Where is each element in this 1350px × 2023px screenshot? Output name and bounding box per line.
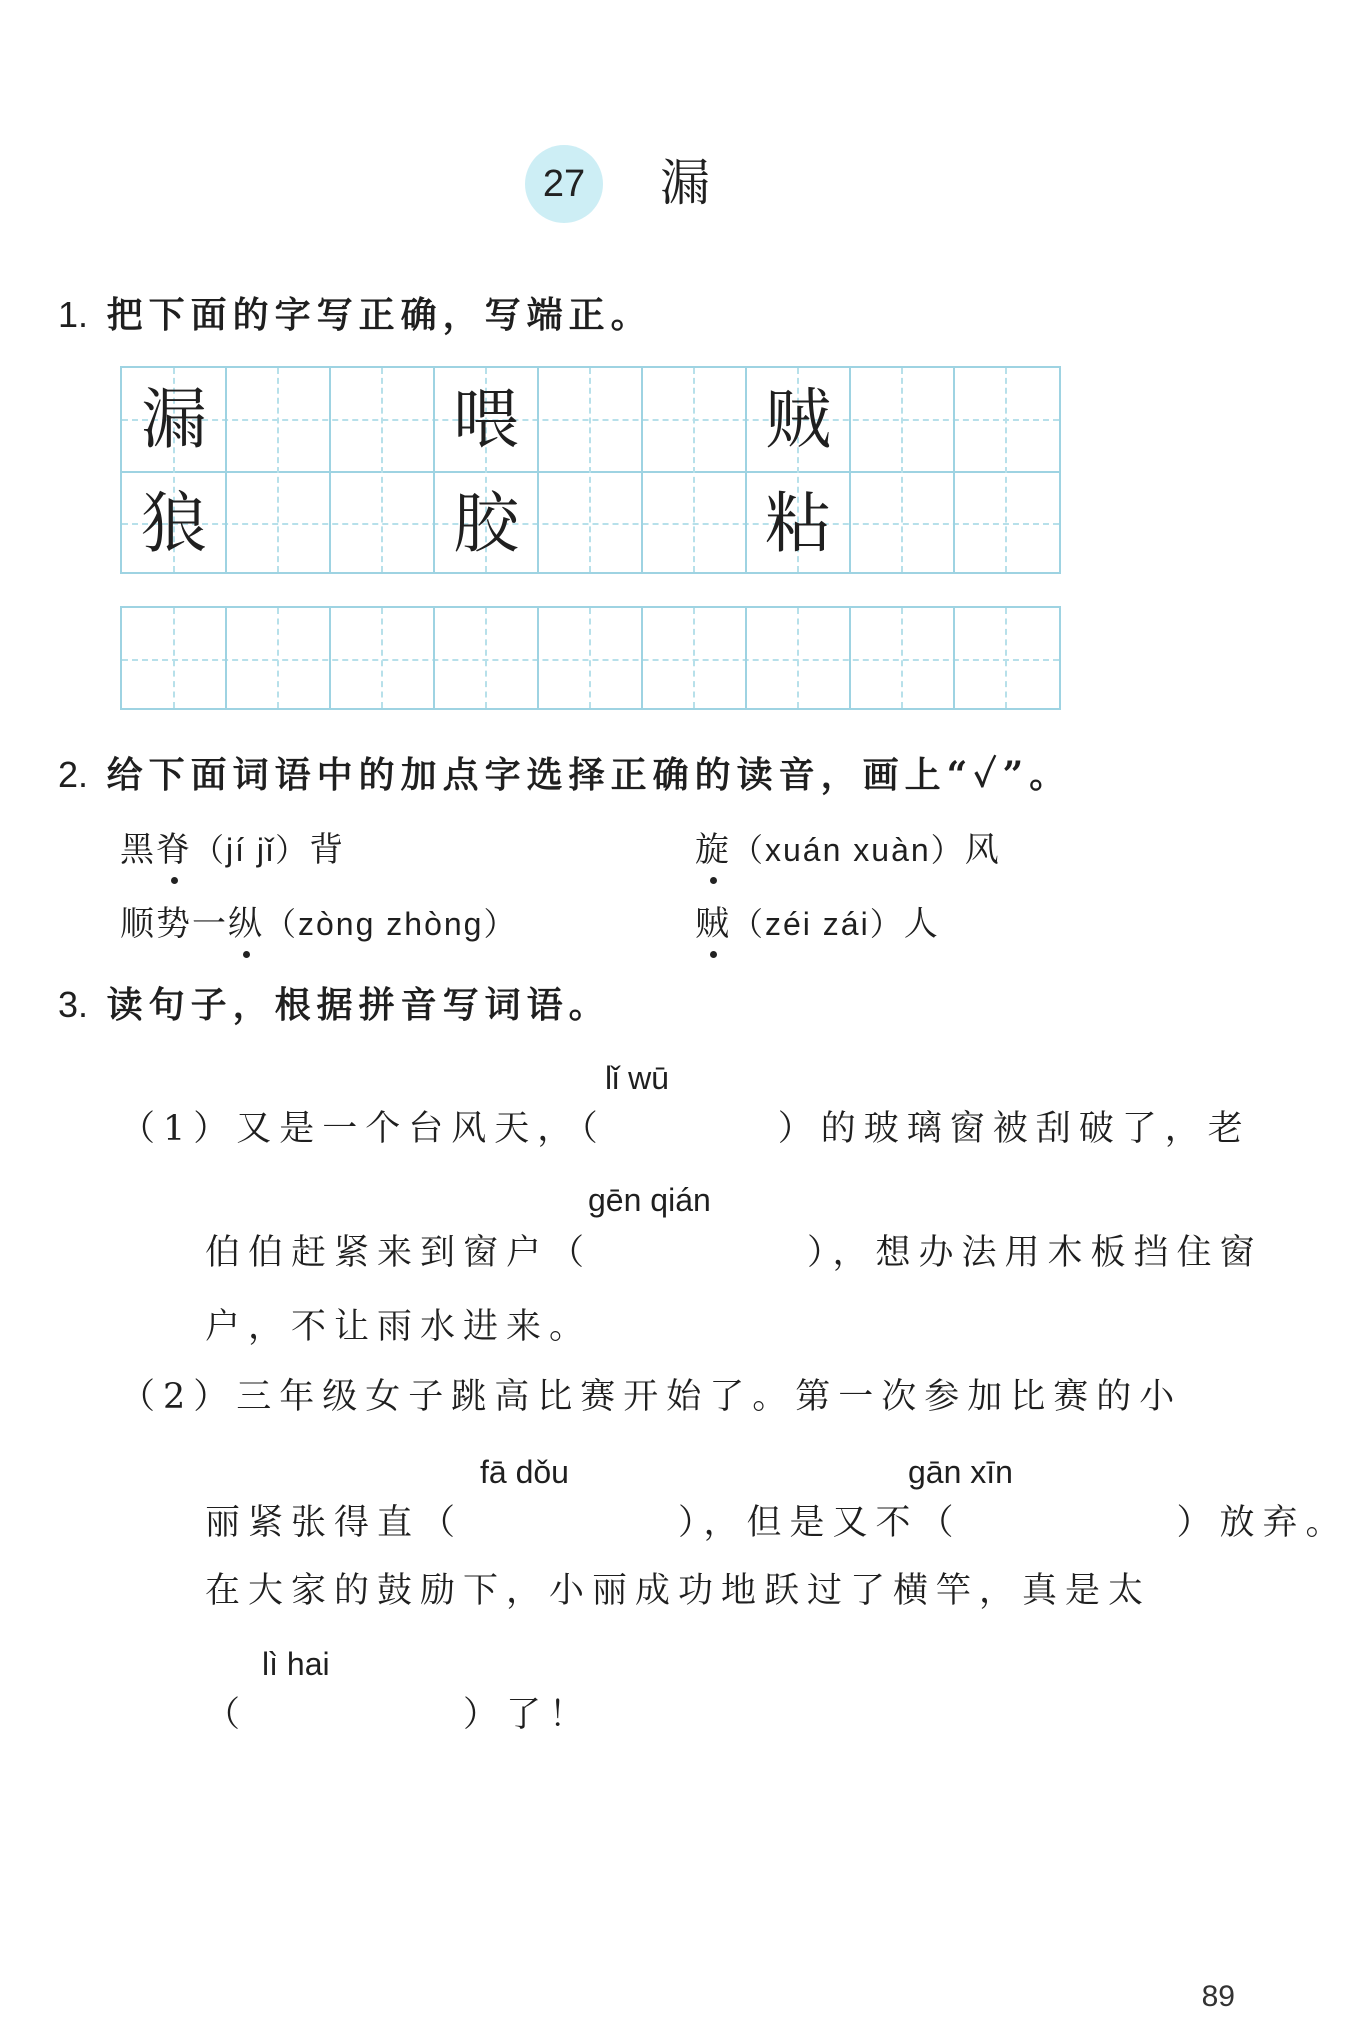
grid-char: 喂 (453, 381, 519, 458)
pinyin-options[interactable]: （zòng zhòng） (264, 906, 518, 942)
dotted-char: 贼 (695, 900, 731, 948)
dotted-char: 脊 (156, 826, 192, 874)
grid-char: 贼 (765, 381, 831, 458)
sentence-line: 丽紧张得直（ ），但是又不（ ）放弃。 (205, 1503, 1349, 1543)
pronunciation-item: 顺势一纵（zòng zhòng） (120, 900, 517, 948)
sentence-line: 在大家的鼓励下，小丽成功地跃过了横竿，真是太 (205, 1571, 1152, 1611)
question-1-number: 1. (58, 294, 89, 335)
sentence-line: （ ）了！ (205, 1695, 593, 1735)
dotted-char: 纵 (228, 900, 264, 948)
question-3-heading (58, 980, 611, 1030)
question-2-number: 2. (58, 754, 89, 795)
grid-char: 粘 (765, 485, 831, 562)
question-3-text: 读句子，根据拼音写词语。 (106, 984, 611, 1026)
grid-char: 胶 (453, 485, 519, 562)
pinyin-hint: gān xīn (908, 1454, 1013, 1490)
pinyin-hint: lǐ wū (605, 1060, 670, 1096)
question-2-heading (58, 750, 1071, 800)
question-3-number: 3. (58, 984, 89, 1025)
writing-grid-2[interactable] (120, 606, 1061, 710)
pronunciation-item: 贼（zéi zái）人 (695, 900, 940, 948)
sentence-line: （1）又是一个台风天，（ ）的玻璃窗被刮破了，老 (120, 1109, 1251, 1149)
pinyin-hint: gēn qián (588, 1182, 711, 1218)
pronunciation-item: 旋（xuán xuàn）风 (695, 826, 1001, 874)
sentence-line: （2）三年级女子跳高比赛开始了。第一次参加比赛的小 (120, 1377, 1183, 1417)
grid-char: 狼 (141, 485, 207, 562)
page-number: 89 (1201, 1980, 1235, 2013)
grid-char: 漏 (141, 381, 207, 458)
pinyin-options[interactable]: （jí jǐ） (192, 832, 310, 868)
question-1-text: 把下面的字写正确，写端正。 (106, 294, 653, 336)
sentence-line: 户，不让雨水进来。 (205, 1307, 593, 1347)
sentence-line: 伯伯赶紧来到窗户（ ），想办法用木板挡住窗 (205, 1233, 1263, 1273)
pronunciation-item: 黑脊（jí jǐ）背 (120, 826, 345, 874)
pinyin-options[interactable]: （xuán xuàn） (731, 832, 965, 868)
pinyin-options[interactable]: （zéi zái） (731, 906, 904, 942)
writing-grid-1 (120, 366, 1061, 574)
pinyin-hint: lì hai (262, 1646, 330, 1682)
question-2-text: 给下面词语中的加点字选择正确的读音，画上“✓”。 (106, 754, 1072, 796)
pinyin-hint: fā dǒu (480, 1454, 569, 1490)
lesson-title: 漏 (660, 154, 710, 212)
dotted-char: 旋 (695, 826, 731, 874)
lesson-number: 27 (542, 163, 586, 205)
question-1-heading (58, 290, 653, 340)
